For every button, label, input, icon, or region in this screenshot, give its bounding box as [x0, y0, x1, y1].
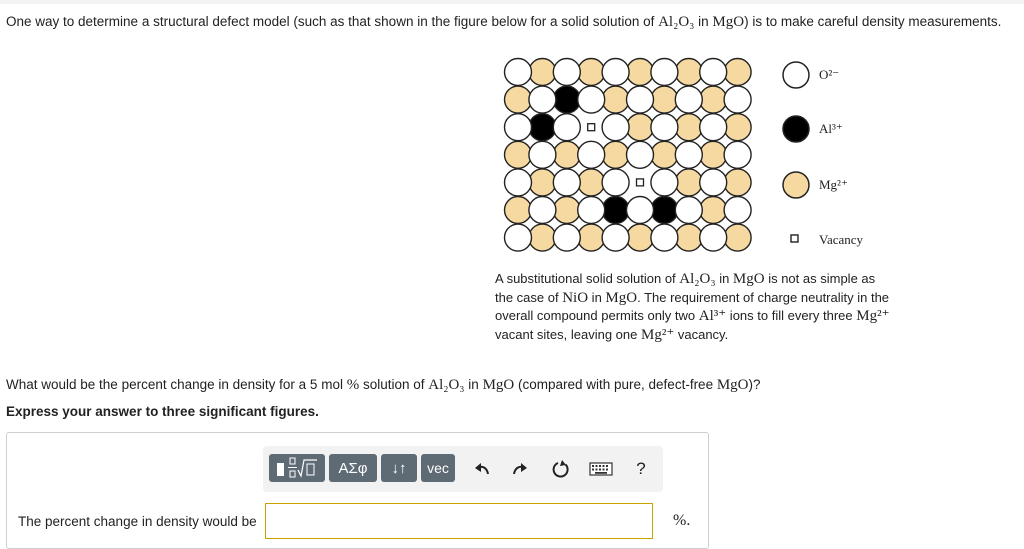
- magnesium-ion: [578, 224, 605, 251]
- vacancy-icon: [781, 225, 811, 255]
- oxygen-ion: [553, 169, 580, 196]
- magnesium-ion: [700, 86, 727, 113]
- oxygen-ion: [675, 197, 702, 224]
- magnesium-ion: [675, 169, 702, 196]
- oxygen-ion: [651, 114, 678, 141]
- oxygen-ion: [505, 169, 532, 196]
- magnesium-ion: [553, 141, 580, 168]
- oxygen-ion: [529, 86, 556, 113]
- magnesium-ion-icon: [781, 170, 811, 200]
- oxygen-ion: [553, 224, 580, 251]
- magnesium-ion: [578, 169, 605, 196]
- fraction-radical-template-icon: [273, 457, 321, 479]
- undo-icon: [472, 459, 492, 479]
- magnesium-ion: [602, 86, 629, 113]
- magnesium-ion: [529, 59, 556, 86]
- oxygen-ion: [529, 141, 556, 168]
- oxygen-ion: [602, 59, 629, 86]
- magnesium-ion: [700, 141, 727, 168]
- legend-magnesium-label: Mg²⁺: [819, 177, 848, 192]
- magnesium-ion: [724, 169, 751, 196]
- oxygen-ion: [529, 197, 556, 224]
- oxygen-ion: [505, 114, 532, 141]
- undo-button[interactable]: [471, 458, 493, 480]
- figure-caption: A substitutional solid solution of Al₂O₃ in MgO is not as simple as the case of NiO in MgO. The requirement of charge neutrality in the overall compound permits only two Al³⁺ ions to fill every three Mg²⁺ vacant sites, leaving one Mg²⁺ vacancy.: [495, 271, 890, 343]
- oxygen-ion: [553, 59, 580, 86]
- oxygen-ion-icon: [781, 60, 811, 90]
- aluminum-ion: [529, 114, 556, 141]
- aluminum-ion: [651, 197, 678, 224]
- top-border: [0, 0, 1024, 4]
- answer-unit: %.: [673, 512, 691, 529]
- greek-symbols-button[interactable]: ΑΣφ: [329, 454, 377, 482]
- oxygen-ion: [724, 141, 751, 168]
- magnesium-ion: [675, 114, 702, 141]
- magnesium-ion: [505, 197, 532, 224]
- keyboard-button[interactable]: [588, 458, 614, 480]
- vector-button[interactable]: vec: [421, 454, 455, 482]
- templates-button[interactable]: [269, 454, 325, 482]
- aluminum-ion: [553, 86, 580, 113]
- legend-magnesium: [781, 170, 848, 200]
- oxygen-ion: [578, 86, 605, 113]
- magnesium-ion: [578, 59, 605, 86]
- oxygen-ion: [651, 169, 678, 196]
- magnesium-ion: [529, 169, 556, 196]
- magnesium-ion: [724, 224, 751, 251]
- magnesium-ion: [627, 224, 654, 251]
- oxygen-ion: [724, 197, 751, 224]
- magnesium-ion: [529, 224, 556, 251]
- magnesium-ion: [651, 86, 678, 113]
- legend-oxygen-label: O²⁻: [819, 67, 840, 82]
- oxygen-ion: [627, 141, 654, 168]
- magnesium-ion: [675, 59, 702, 86]
- oxygen-ion: [505, 224, 532, 251]
- oxygen-ion: [627, 86, 654, 113]
- answer-input[interactable]: [265, 503, 653, 539]
- help-button[interactable]: ?: [636, 459, 646, 478]
- oxygen-ion: [602, 114, 629, 141]
- answer-label: The percent change in density would be: [18, 514, 257, 529]
- question-text: What would be the percent change in density for a 5 mol % solution of Al₂O₃ in MgO (compared with pure, defect-free MgO)?: [6, 377, 761, 393]
- oxygen-ion: [553, 114, 580, 141]
- math-toolbar: [263, 446, 663, 492]
- magnesium-ion: [505, 141, 532, 168]
- oxygen-ion: [578, 197, 605, 224]
- reset-button[interactable]: [550, 458, 572, 480]
- oxygen-ion: [700, 224, 727, 251]
- magnesium-ion: [700, 197, 727, 224]
- legend-aluminum-label: Al³⁺: [819, 121, 843, 136]
- instruction-text: Express your answer to three significant figures.: [6, 404, 319, 419]
- redo-icon: [510, 459, 530, 479]
- oxygen-ion: [675, 141, 702, 168]
- intro-text: One way to determine a structural defect model (such as that shown in the figure below for a solid solution of Al₂O₃ in MgO) is to make careful density measurements.: [6, 14, 1002, 30]
- oxygen-ion: [651, 59, 678, 86]
- magnesium-ion: [651, 141, 678, 168]
- oxygen-ion: [724, 86, 751, 113]
- oxygen-ion: [651, 224, 678, 251]
- oxygen-ion: [602, 224, 629, 251]
- magnesium-ion: [602, 141, 629, 168]
- crystal-lattice-figure: [500, 55, 756, 255]
- oxygen-ion: [700, 59, 727, 86]
- oxygen-ion: [505, 59, 532, 86]
- magnesium-ion: [553, 197, 580, 224]
- oxygen-ion: [700, 169, 727, 196]
- magnesium-ion: [505, 86, 532, 113]
- oxygen-ion: [675, 86, 702, 113]
- vacancy-site: [588, 124, 595, 131]
- oxygen-ion: [602, 169, 629, 196]
- magnesium-ion: [724, 59, 751, 86]
- aluminum-ion: [602, 197, 629, 224]
- legend-oxygen: [781, 60, 839, 90]
- magnesium-ion: [724, 114, 751, 141]
- legend-vacancy-label: Vacancy: [819, 232, 864, 247]
- reset-icon: [551, 459, 571, 479]
- magnesium-ion: [627, 114, 654, 141]
- oxygen-ion: [700, 114, 727, 141]
- keyboard-icon: [589, 461, 613, 477]
- oxygen-ion: [627, 197, 654, 224]
- legend-aluminum: [781, 114, 843, 144]
- redo-button[interactable]: [509, 458, 531, 480]
- oxygen-ion: [578, 141, 605, 168]
- magnesium-ion: [675, 224, 702, 251]
- vacancy-site: [637, 179, 644, 186]
- arrows-button[interactable]: ↓↑: [381, 454, 417, 482]
- magnesium-ion: [627, 59, 654, 86]
- legend-vacancy: [781, 225, 863, 255]
- aluminum-ion-icon: [781, 114, 811, 144]
